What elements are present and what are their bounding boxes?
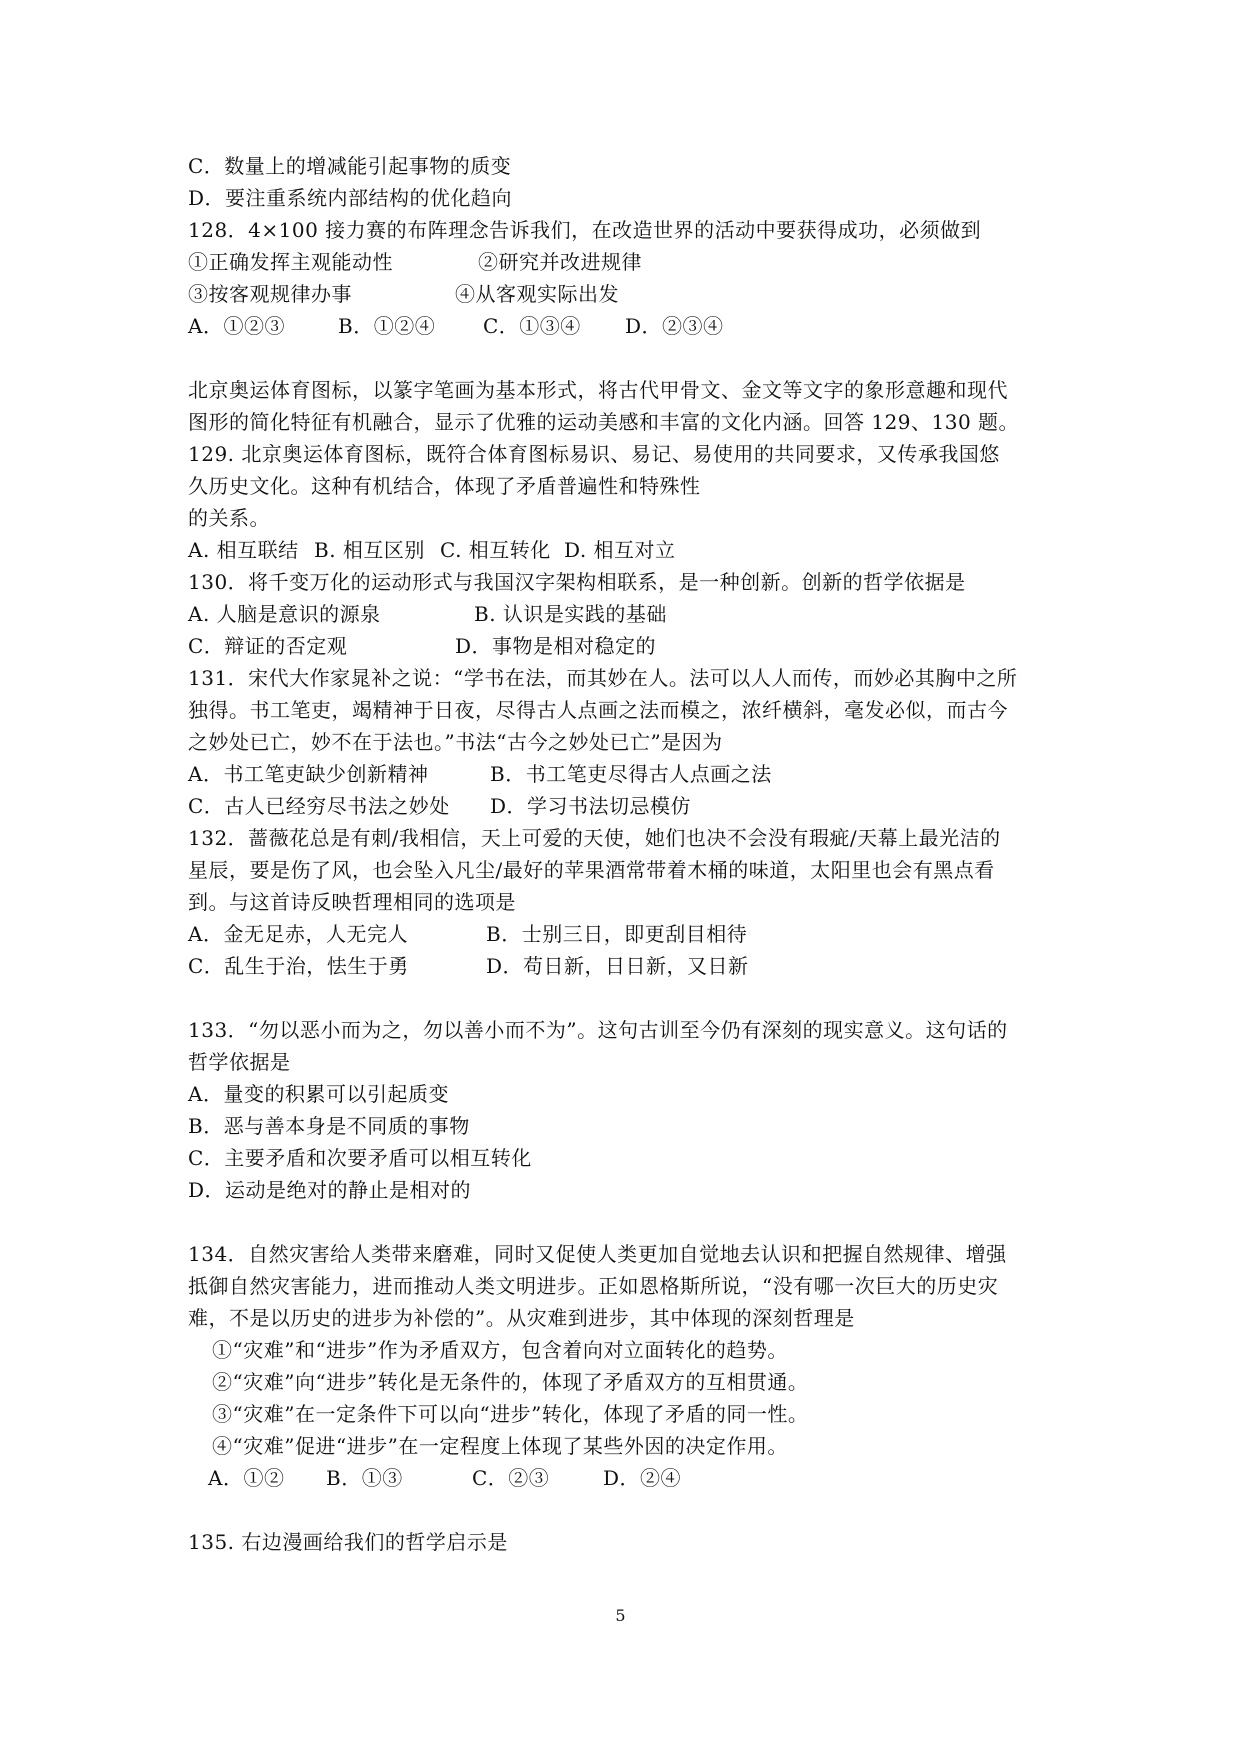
- q133-option-a: A．量变的积累可以引起质变: [188, 1082, 449, 1106]
- q134-option-c: C．②③: [472, 1466, 550, 1490]
- q132-stem-line-2: 星辰，要是伤了风，也会坠入凡尘/最好的苹果酒常带着木桶的味道，太阳里也会有黑点看: [188, 858, 995, 882]
- q131-option-d: D．学习书法切忌模仿: [490, 794, 692, 818]
- q132-option-a: A．金无足赤，人无完人: [188, 922, 408, 946]
- q129-option-b: B. 相互区别: [314, 538, 425, 562]
- q128-option-c: C．①③④: [483, 314, 581, 338]
- q128-options: [188, 313, 724, 339]
- q134-item-2: ②“灾难”向“进步”转化是无条件的，体现了矛盾双方的互相贯通。: [212, 1370, 809, 1394]
- q128-stem: 128．4×100 接力赛的布阵理念告诉我们，在改造世界的活动中要获得成功，必须做到: [188, 218, 982, 242]
- q134-stem-line-3: 难，不是以历史的进步为补偿的”。从灾难到进步，其中体现的深刻哲理是: [188, 1306, 855, 1330]
- q133-option-c: C．主要矛盾和次要矛盾可以相互转化: [188, 1146, 532, 1170]
- q131-stem-line-1: 131．宋代大作家晁补之说：“学书在法，而其妙在人。法可以人人而传，而妙必其胸中之所: [188, 666, 1018, 690]
- passage-line-1: 北京奥运体育图标，以篆字笔画为基本形式，将古代甲骨文、金文等文字的象形意趣和现代: [188, 378, 1008, 402]
- q130-option-c: C．辩证的否定观: [188, 634, 348, 658]
- passage-line-2: 图形的简化特征有机融合，显示了优雅的运动美感和丰富的文化内涵。回答 129、130 题。: [188, 410, 1020, 434]
- q132-stem-line-3: 到。与这首诗反映哲理相同的选项是: [188, 890, 516, 914]
- q134-item-3: ③“灾难”在一定条件下可以向“进步”转化，体现了矛盾的同一性。: [212, 1402, 809, 1426]
- q133-stem-line-1: 133．“勿以恶小而为之，勿以善小而不为”。这句古训至今仍有深刻的现实意义。这句话的: [188, 1018, 1008, 1042]
- q128-option-d: D．②③④: [625, 314, 724, 338]
- q127-option-d: D．要注重系统内部结构的优化趋向: [188, 186, 513, 210]
- q130-option-b: B. 认识是实践的基础: [474, 602, 667, 626]
- q129-stem-line-1: 129. 北京奥运体育图标，既符合体育图标易识、易记、易使用的共同要求，又传承我国悠: [188, 442, 1000, 466]
- q131-option-b: B．书工笔吏尽得古人点画之法: [490, 762, 772, 786]
- page-number: 5: [615, 1606, 626, 1625]
- q135-stem: 135. 右边漫画给我们的哲学启示是: [188, 1530, 508, 1554]
- q132-options-row-1: [188, 921, 747, 947]
- q132-option-d: D．苟日新，日日新，又日新: [486, 954, 749, 978]
- q128-items-row-1: [188, 249, 642, 275]
- q134-item-4: ④“灾难”促进“进步”在一定程度上体现了某些外因的决定作用。: [212, 1434, 788, 1458]
- q134-option-d: D．②④: [603, 1466, 682, 1490]
- q130-option-a: A. 人脑是意识的源泉: [188, 602, 381, 626]
- q132-stem-line-1: 132．蔷薇花总是有刺/我相信，天上可爱的天使，她们也决不会没有瑕疵/天幕上最光洁的: [188, 826, 1001, 850]
- q128-item-4: ④从客观实际出发: [455, 282, 619, 306]
- q130-options-row-2: [188, 633, 656, 659]
- q130-stem: 130．将千变万化的运动形式与我国汉字架构相联系，是一种创新。创新的哲学依据是: [188, 570, 966, 594]
- q128-item-3: ③按客观规律办事: [188, 282, 352, 306]
- q133-option-b: B．恶与善本身是不同质的事物: [188, 1114, 470, 1138]
- q131-stem-line-2: 独得。书工笔吏，竭精神于日夜，尽得古人点画之法而模之，浓纤横斜，毫发必似，而古今: [188, 698, 1008, 722]
- q128-item-2: ②研究并改进规律: [478, 250, 642, 274]
- q129-option-c: C. 相互转化: [440, 538, 551, 562]
- q134-stem-line-1: 134．自然灾害给人类带来磨难，同时又促使人类更加自觉地去认识和把握自然规律、增强: [188, 1242, 1007, 1266]
- q130-option-d: D．事物是相对稳定的: [455, 634, 657, 658]
- q129-option-a: A. 相互联结: [188, 538, 299, 562]
- q134-stem-line-2: 抵御自然灾害能力，进而推动人类文明进步。正如恩格斯所说，“没有哪一次巨大的历史灾: [188, 1274, 999, 1298]
- q129-option-d: D. 相互对立: [564, 538, 676, 562]
- q131-option-c: C．古人已经穷尽书法之妙处: [188, 794, 450, 818]
- q132-option-b: B．士别三日，即更刮目相待: [486, 922, 748, 946]
- q130-options-row-1: [188, 601, 667, 627]
- q132-options-row-2: [188, 953, 749, 979]
- q134-options: [208, 1465, 681, 1491]
- q128-item-1: ①正确发挥主观能动性: [188, 250, 393, 274]
- q131-stem-line-3: 之妙处已亡，妙不在于法也。”书法“古今之妙处已亡”是因为: [188, 730, 723, 754]
- q127-option-c: C．数量上的增减能引起事物的质变: [188, 154, 512, 178]
- q128-option-b: B．①②④: [338, 314, 436, 338]
- q133-option-d: D．运动是绝对的静止是相对的: [188, 1178, 472, 1202]
- q132-option-c: C．乱生于治，怯生于勇: [188, 954, 409, 978]
- q131-options-row-2: [188, 793, 691, 819]
- q134-option-a: A．①②: [208, 1466, 285, 1490]
- q128-option-a: A．①②③: [188, 314, 285, 338]
- q133-stem-line-2: 哲学依据是: [188, 1050, 291, 1074]
- q129-stem-line-2: 久历史文化。这种有机结合，体现了矛盾普遍性和特殊性: [188, 474, 701, 498]
- q129-stem-line-3: 的关系。: [188, 506, 270, 530]
- q131-option-a: A．书工笔吏缺少创新精神: [188, 762, 429, 786]
- q128-items-row-2: [188, 281, 619, 307]
- q134-option-b: B．①③: [326, 1466, 403, 1490]
- q131-options-row-1: [188, 761, 772, 787]
- q129-options: [188, 537, 676, 563]
- q134-item-1: ①“灾难”和“进步”作为矛盾双方，包含着向对立面转化的趋势。: [212, 1338, 788, 1362]
